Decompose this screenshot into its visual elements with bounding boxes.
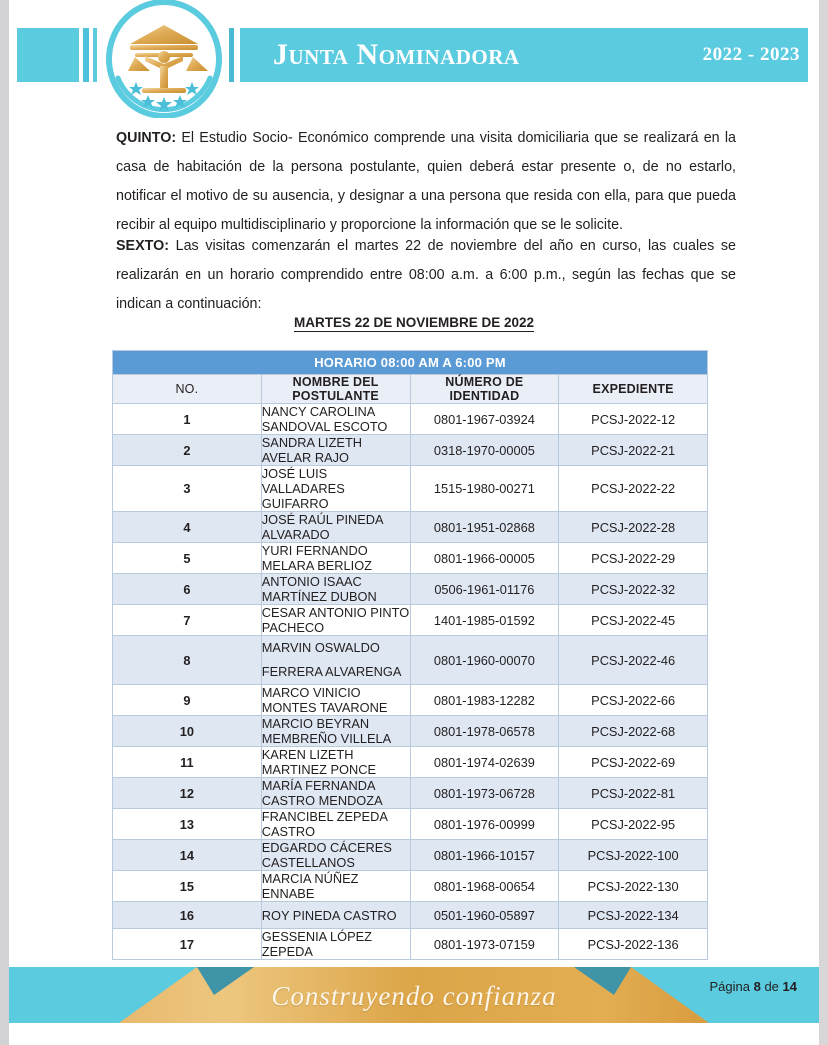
table-header-row: [113, 375, 708, 404]
cell-expediente: PCSJ-2022-69: [559, 747, 708, 778]
scales-of-justice-emblem-icon: [100, 0, 228, 118]
cell-name: YURI FERNANDO MELARA BERLIOZ: [261, 543, 410, 574]
cell-expediente: PCSJ-2022-100: [559, 840, 708, 871]
header-title: Junta Nominadora: [273, 38, 520, 71]
cell-expediente: PCSJ-2022-28: [559, 512, 708, 543]
table-row: [113, 574, 708, 605]
header-left-block: [17, 28, 79, 82]
cell-identity: 0801-1960-00070: [410, 636, 559, 685]
cell-expediente: PCSJ-2022-21: [559, 435, 708, 466]
cell-identity: 0801-1966-10157: [410, 840, 559, 871]
cell-identity: 1401-1985-01592: [410, 605, 559, 636]
paragraph-quinto: [116, 124, 736, 240]
cell-number: 2: [113, 435, 262, 466]
cell-name: MARCIA NÚÑEZ ENNABE: [261, 871, 410, 902]
cell-expediente: PCSJ-2022-81: [559, 778, 708, 809]
cell-name: CESAR ANTONIO PINTO PACHECO: [261, 605, 410, 635]
footer-page-total: 14: [782, 979, 797, 994]
cell-identity: 0801-1976-00999: [410, 809, 559, 840]
cell-expediente: PCSJ-2022-134: [559, 902, 708, 929]
cell-expediente: PCSJ-2022-45: [559, 605, 708, 636]
cell-number: 15: [113, 871, 262, 902]
footer-page-prefix: Página: [709, 979, 750, 994]
cell-number: 12: [113, 778, 262, 809]
table-row: [113, 636, 708, 685]
cell-name: KAREN LIZETH MARTINEZ PONCE: [261, 747, 410, 778]
table-row: [113, 871, 708, 902]
header-separator-bar: [229, 28, 234, 82]
cell-identity: 0801-1973-06728: [410, 778, 559, 809]
table-row: [113, 716, 708, 747]
cell-expediente: PCSJ-2022-66: [559, 685, 708, 716]
paragraph-quinto-label: QUINTO:: [116, 130, 177, 146]
cell-name: JOSÉ LUIS VALLADARES GUIFARRO: [261, 466, 410, 512]
table-row: [113, 685, 708, 716]
cell-identity: 1515-1980-00271: [410, 466, 559, 512]
cell-number: 14: [113, 840, 262, 871]
table-row: [113, 778, 708, 809]
header-tick-bar-1: [83, 28, 89, 82]
cell-number: 9: [113, 685, 262, 716]
header-tick-bar-2: [93, 28, 97, 82]
cell-name: GESSENIA LÓPEZ ZEPEDA: [261, 929, 410, 960]
footer-slogan: Construyendo confianza: [271, 981, 557, 1011]
cell-number: 17: [113, 929, 262, 960]
cell-name: MARCO VINICIO MONTES TAVARONE: [261, 685, 410, 716]
table-schedule-banner-row: [113, 351, 708, 375]
cell-expediente: PCSJ-2022-136: [559, 929, 708, 960]
cell-number: 7: [113, 605, 262, 636]
cell-number: 10: [113, 716, 262, 747]
cell-identity: 0501-1960-05897: [410, 902, 559, 929]
cell-number: 6: [113, 574, 262, 605]
date-heading-text: MARTES 22 DE NOVIEMBRE DE 2022: [293, 315, 535, 330]
table-row: [113, 902, 708, 929]
cell-name: MARVIN OSWALDO FERRERA ALVARENGA: [261, 636, 410, 685]
page-right-edge: [819, 0, 828, 1045]
cell-expediente: PCSJ-2022-29: [559, 543, 708, 574]
paragraph-sexto-text: Las visitas comenzarán el martes 22 de noviembre del año en curso, las cuales se realizarán en un horario comprendido entre 08:00 a.m. a 6:00 p.m., según las fechas que se indican a continuación:: [116, 238, 736, 312]
document-header: [0, 0, 828, 118]
cell-identity: 0318-1970-00005: [410, 435, 559, 466]
cell-name: MARÍA FERNANDA CASTRO MENDOZA: [261, 778, 410, 809]
cell-expediente: PCSJ-2022-95: [559, 809, 708, 840]
cell-identity: 0801-1966-00005: [410, 543, 559, 574]
document-footer: [9, 955, 819, 1023]
table-row: [113, 404, 708, 435]
table-row: [113, 840, 708, 871]
date-heading: [0, 315, 828, 330]
cell-number: 5: [113, 543, 262, 574]
cell-number: 8: [113, 636, 262, 685]
cell-number: 3: [113, 466, 262, 512]
applicants-table-body: [113, 404, 708, 960]
cell-expediente: PCSJ-2022-22: [559, 466, 708, 512]
table-schedule-banner: HORARIO 08:00 AM A 6:00 PM: [113, 351, 708, 375]
cell-identity: 0801-1967-03924: [410, 404, 559, 435]
column-header-identity: NÚMERO DE IDENTIDAD: [410, 375, 559, 404]
footer-page-current: 8: [753, 979, 761, 994]
cell-expediente: PCSJ-2022-12: [559, 404, 708, 435]
table-row: [113, 512, 708, 543]
cell-number: 13: [113, 809, 262, 840]
applicants-table-container: [112, 350, 708, 960]
cell-name: ANTONIO ISAAC MARTÍNEZ DUBON: [261, 574, 410, 605]
cell-expediente: PCSJ-2022-130: [559, 871, 708, 902]
table-row: [113, 809, 708, 840]
cell-name: MARCIO BEYRAN MEMBREÑO VILLELA: [261, 716, 410, 747]
footer-page-middle: de: [764, 979, 779, 994]
column-header-expediente: EXPEDIENTE: [559, 375, 708, 404]
cell-number: 1: [113, 404, 262, 435]
table-row: [113, 435, 708, 466]
page-left-edge: [0, 0, 9, 1045]
cell-identity: 0801-1978-06578: [410, 716, 559, 747]
cell-name: JOSÉ RAÚL PINEDA ALVARADO: [261, 512, 410, 543]
cell-number: 11: [113, 747, 262, 778]
cell-identity: 0801-1973-07159: [410, 929, 559, 960]
cell-number: 16: [113, 902, 262, 929]
cell-name: NANCY CAROLINA SANDOVAL ESCOTO: [261, 404, 410, 435]
paragraph-quinto-text: El Estudio Socio- Económico comprende una visita domiciliaria que se realizará en la casa de habitación de la persona postulante, quien deberá estar presente o, de no estarlo, notificar el motivo de su ausencia, y designar a una persona que resida con ella, para que pueda recibir al equipo multidisciplinario y proporcione la información que se le solicite.: [116, 130, 736, 233]
cell-expediente: PCSJ-2022-68: [559, 716, 708, 747]
applicants-table: [112, 350, 708, 960]
cell-expediente: PCSJ-2022-46: [559, 636, 708, 685]
table-row: [113, 543, 708, 574]
column-header-name: NOMBRE DEL POSTULANTE: [261, 375, 410, 404]
cell-name: SANDRA LIZETH AVELAR RAJO: [261, 435, 410, 466]
cell-expediente: PCSJ-2022-32: [559, 574, 708, 605]
cell-identity: 0801-1968-00654: [410, 871, 559, 902]
table-row: [113, 605, 708, 636]
paragraph-sexto: [116, 232, 736, 319]
cell-number: 4: [113, 512, 262, 543]
column-header-no: NO.: [113, 375, 262, 404]
cell-identity: 0801-1974-02639: [410, 747, 559, 778]
cell-identity: 0801-1983-12282: [410, 685, 559, 716]
footer-page-number: [709, 979, 797, 994]
header-years: 2022 - 2023: [702, 44, 800, 65]
cell-identity: 0506-1961-01176: [410, 574, 559, 605]
cell-name: EDGARDO CÁCERES CASTELLANOS: [261, 840, 410, 871]
cell-name: ROY PINEDA CASTRO: [261, 902, 410, 929]
cell-name: FRANCIBEL ZEPEDA CASTRO: [261, 809, 410, 840]
paragraph-sexto-label: SEXTO:: [116, 238, 169, 254]
cell-identity: 0801-1951-02868: [410, 512, 559, 543]
table-row: [113, 747, 708, 778]
table-row: [113, 466, 708, 512]
